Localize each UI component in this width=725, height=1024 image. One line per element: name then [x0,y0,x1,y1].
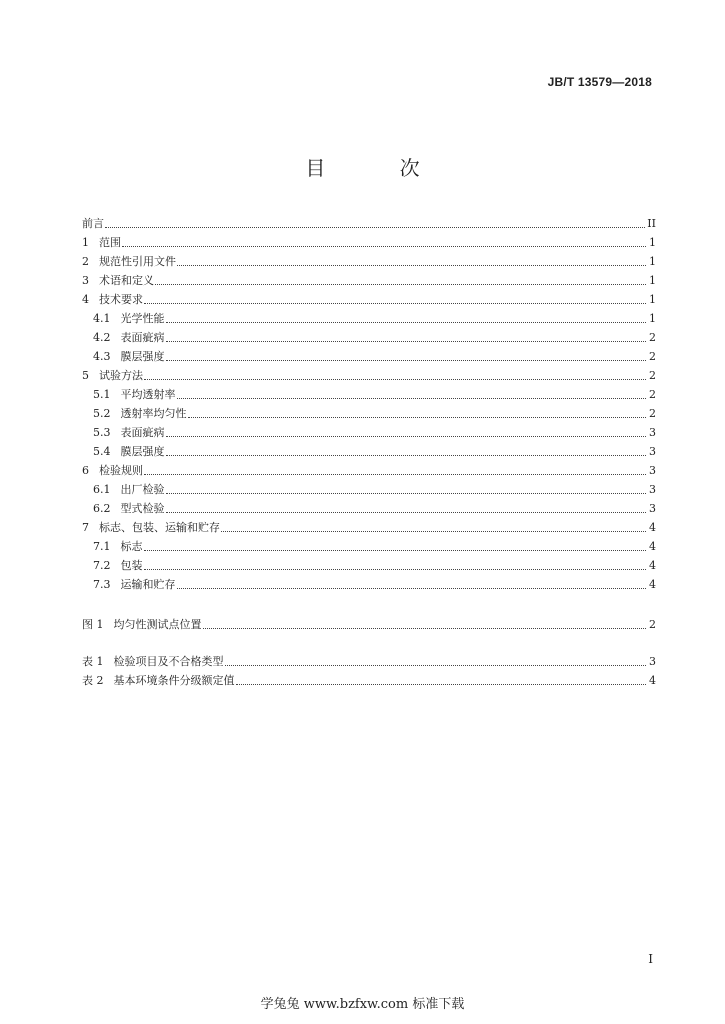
toc-entry-label: 范围 [99,236,121,249]
toc-entry-label: 平均透射率 [120,388,176,401]
toc-entry-label: 规范性引用文件 [99,255,176,268]
toc-entry-page: 1 [649,293,656,306]
toc-leader-dots [122,246,646,247]
toc-entry-label: 前言 [82,217,104,230]
toc-entry-number: 5.1 [93,388,111,401]
toc-leader-dots [166,360,647,361]
toc-entry-number: 7.2 [93,559,111,572]
toc-entry-page: 2 [649,369,656,382]
toc-entry-page: 1 [649,274,656,287]
toc-entry[interactable] [82,363,656,382]
toc-leader-dots [177,588,647,589]
toc-entry-label: 标志、包装、运输和贮存 [99,521,220,534]
toc-entry-number: 5.4 [93,445,111,458]
toc-entry-number: 4 [82,293,89,306]
toc-entry[interactable] [93,325,656,344]
toc-entry[interactable] [82,287,656,306]
page-number: I [648,952,653,966]
standard-number: JB/T 13579—2018 [547,75,652,89]
toc-entry-number: 6.1 [93,483,111,496]
toc-entry-label: 技术要求 [99,293,143,306]
toc-leader-dots [203,628,647,629]
toc-entry[interactable] [93,477,656,496]
toc-leader-dots [177,398,647,399]
toc-entry-page: II [647,217,656,230]
toc-leader-dots [144,569,647,570]
toc-entry-page: 3 [649,464,656,477]
toc-entry-page: 3 [649,426,656,439]
toc-entry-label: 运输和贮存 [120,578,176,591]
toc-entry-label: 均匀性测试点位置 [113,618,202,631]
toc-entry-page: 2 [649,388,656,401]
toc-entry-page: 3 [649,483,656,496]
toc-leader-dots [166,493,647,494]
toc-entry-label: 标志 [120,540,143,553]
toc-leader-dots [236,684,647,685]
toc-entry[interactable] [82,612,656,631]
toc-entry[interactable] [93,401,656,420]
toc-entry-number: 2 [82,255,89,268]
toc-entry[interactable] [82,230,656,249]
toc-leader-dots [144,474,646,475]
toc-leader-dots [188,417,647,418]
toc-entry-number: 5 [82,369,89,382]
toc-leader-dots [166,322,647,323]
toc-entry-page: 4 [649,559,656,572]
toc-entry-number: 表 2 [82,674,104,687]
toc-entry-label: 术语和定义 [99,274,154,287]
toc-leader-dots [144,550,647,551]
toc-entry-label: 试验方法 [99,369,143,382]
toc-leader-dots [105,227,645,228]
toc-entry-number: 4.1 [93,312,111,325]
toc-entry[interactable] [93,306,656,325]
toc-entry-page: 4 [649,540,656,553]
toc-entry-number: 3 [82,274,89,287]
toc-entry[interactable] [93,553,656,572]
toc-entry-number: 4.2 [93,331,111,344]
toc-entry-label: 出厂检验 [120,483,165,496]
toc-leader-dots [166,341,647,342]
toc-entry-label: 检验项目及不合格类型 [113,655,224,668]
toc-leader-dots [225,665,647,666]
toc-entry[interactable] [82,249,656,268]
toc-entry-label: 光学性能 [120,312,165,325]
page-title: 目 次 [305,156,454,180]
toc-entry-number: 图 1 [82,618,104,631]
footer-watermark: 学兔兔 www.bzfxw.com 标准下载 [260,997,465,1012]
toc-leader-dots [144,303,646,304]
toc-entry[interactable] [82,211,656,230]
toc-entry-number: 表 1 [82,655,104,668]
toc-entry[interactable] [82,649,656,668]
toc-entry-number: 5.3 [93,426,111,439]
toc-entry-page: 3 [649,655,656,668]
toc-entry[interactable] [82,668,656,687]
toc-entry-number: 1 [82,236,89,249]
toc-entry[interactable] [93,344,656,363]
toc-entry-number: 5.2 [93,407,111,420]
toc-entry-page: 2 [649,350,656,363]
toc-entry-page: 2 [649,331,656,344]
toc-entry-number: 6.2 [93,502,111,515]
toc-entry[interactable] [93,534,656,553]
toc-leader-dots [166,436,647,437]
toc-entry-page: 2 [649,618,656,631]
toc-entry-number: 4.3 [93,350,111,363]
toc-leader-dots [177,265,646,266]
toc-entry-label: 基本环境条件分级额定值 [113,674,235,687]
toc-entry-number: 7 [82,521,89,534]
toc-entry-number: 6 [82,464,89,477]
toc-entry-number: 7.3 [93,578,111,591]
toc-entry-page: 4 [649,521,656,534]
toc-entry-label: 膜层强度 [120,350,165,363]
toc-entry-page: 4 [649,578,656,591]
toc-leader-dots [155,284,646,285]
toc-entry-label: 包装 [120,559,143,572]
toc-entry-label: 检验规则 [99,464,143,477]
toc-leader-dots [221,531,646,532]
toc-entry-number: 7.1 [93,540,111,553]
toc-entry-page: 1 [649,312,656,325]
toc-entry[interactable] [93,439,656,458]
toc-entry-page: 1 [649,255,656,268]
toc-entry-label: 膜层强度 [120,445,165,458]
toc-entry-page: 3 [649,502,656,515]
toc-entry-page: 2 [649,407,656,420]
toc-entry-page: 1 [649,236,656,249]
toc-entry-label: 表面疵病 [120,331,165,344]
toc-leader-dots [166,512,647,513]
toc-leader-dots [166,455,647,456]
toc-entry-page: 3 [649,445,656,458]
toc-entry[interactable] [93,420,656,439]
toc-leader-dots [144,379,646,380]
toc-entry[interactable] [93,496,656,515]
toc-entry[interactable] [82,268,656,287]
toc-entry-label: 透射率均匀性 [120,407,187,420]
toc-entry-label: 表面疵病 [120,426,165,439]
toc-entry[interactable] [93,572,656,591]
toc-entry[interactable] [93,382,656,401]
toc-entry-page: 4 [649,674,656,687]
toc-entry[interactable] [82,458,656,477]
toc-entry-label: 型式检验 [120,502,165,515]
toc-entry[interactable] [82,515,656,534]
